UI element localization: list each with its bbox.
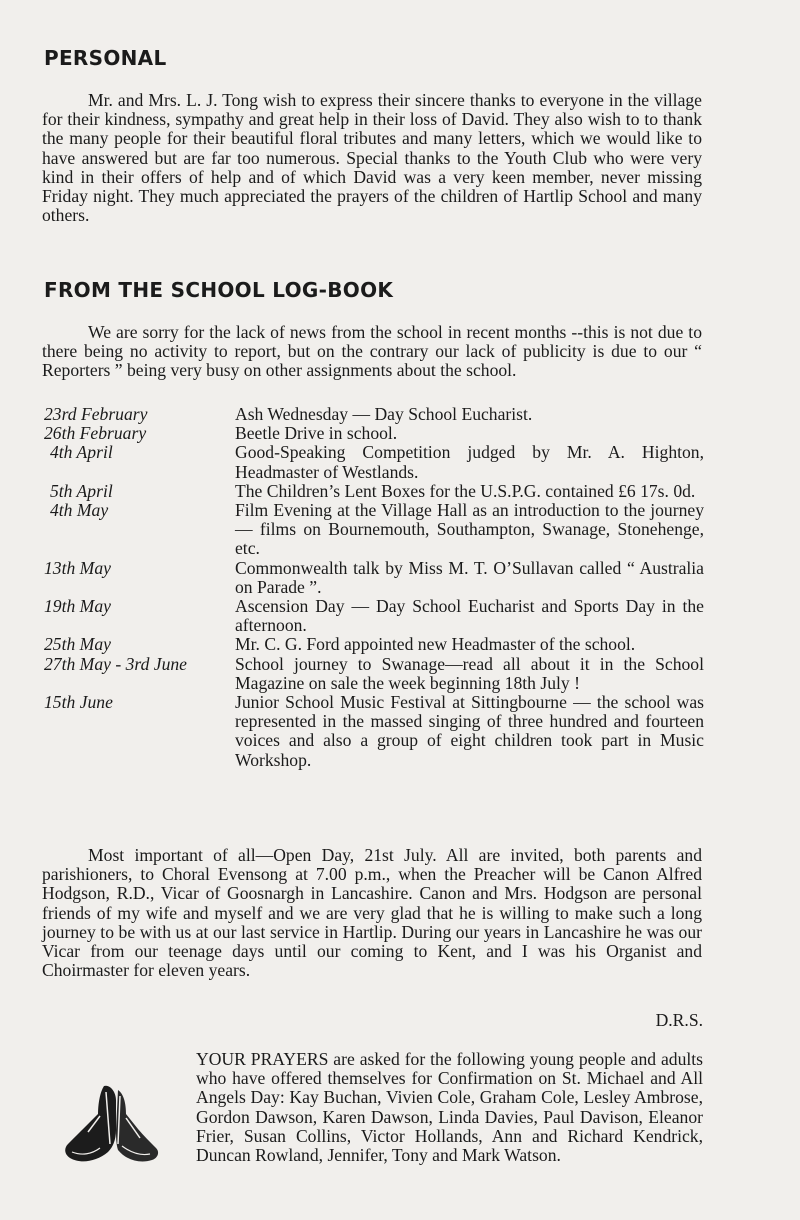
log-entry (44, 635, 704, 654)
log-entry-text: Film Evening at the Village Hall as an introduction to the journey — films on Bournemouth, Southampton, Swanage, Stonehenge, etc. (235, 500, 704, 559)
log-entry (44, 424, 704, 443)
log-entry-text: Ash Wednesday — Day School Eucharist. (235, 404, 533, 424)
log-entry-date: 4th May (50, 500, 109, 521)
log-entry (44, 501, 704, 559)
prayers-paragraph (196, 1050, 703, 1165)
log-entry-date: 25th May (44, 634, 111, 655)
log-entry-date: 19th May (44, 596, 111, 617)
log-entry-date: 5th April (50, 480, 113, 501)
log-entry-date: 4th April (50, 442, 113, 463)
log-entry-text: The Children’s Lent Boxes for the U.S.P.G. contained £6 17s. 0d. (235, 480, 696, 501)
log-entry-date: 27th May - 3rd June (44, 653, 187, 674)
log-entry-text: Good-Speaking Competition judged by Mr. A. Highton, Headmaster of Westlands. (235, 442, 704, 482)
logbook-entries (44, 405, 704, 770)
log-entry-text: Ascension Day — Day School Eucharist and Sports Day in the afternoon. (235, 596, 704, 636)
open-day-paragraph: Most important of all—Open Day, 21st July. All are invited, both parents and parishioners, to Choral Evensong at 7.00 p.m., when the Preacher will be Canon Alfred Hodgson, R.D., Vicar of Goosnargh in Lancashire. Canon and Mrs. Hodgson are personal friends of my wife and myself and we are very glad that he is willing to make such a long journey to be with us at our last service in Hartlip. During our years in Lancashire he was our Vicar from our teenage days until our coming to Kent, and I was his Organist and Choirmaster for eleven years. (42, 845, 702, 981)
log-entry (44, 693, 704, 770)
log-entry-text: Junior School Music Festival at Sittingbourne — the school was represented in the massed singing of three hundred and fourteen voices and also a group of eight children took part in Music Workshop. (235, 692, 704, 770)
logbook-intro: We are sorry for the lack of news from the school in recent months --this is not due to there being no activity to report, but on the contrary our lack of publicity is due to our “ Reporters ” being very busy on other assignments about the school. (42, 322, 702, 381)
prayers-lead: YOUR PRAYERS (196, 1049, 329, 1069)
logbook-heading: FROM THE SCHOOL LOG-BOOK (44, 278, 394, 302)
log-entry (44, 443, 704, 481)
log-entry (44, 597, 704, 635)
log-entry-date: 23rd February (44, 404, 148, 424)
log-entry-date: 13th May (44, 557, 111, 578)
log-entry (44, 559, 704, 597)
log-entry (44, 405, 704, 424)
personal-paragraph: Mr. and Mrs. L. J. Tong wish to express their sincere thanks to everyone in the village for their kindness, sympathy and great help in their loss of David. They also wish to to thank the many people for their beautiful floral tributes and many letters, which we would like to have answered but are far too numerous. Special thanks to the Youth Club who were very kind in their offers of help and of which David was a very keen member, never missing Friday night. They much appreciated the prayers of the children of Hartlip School and many others. (42, 90, 702, 226)
signature: D.R.S. (655, 1010, 703, 1030)
personal-heading: PERSONAL (44, 46, 167, 70)
log-entry (44, 482, 704, 501)
log-entry-text: School journey to Swanage—read all about it in the School Magazine on sale the week beginning 18th July ! (235, 653, 704, 693)
log-entry-text: Mr. C. G. Ford appointed new Headmaster of the school. (235, 634, 636, 655)
prayers-text: are asked for the following young people and adults who have offered themselves for Confirmation on St. Michael and All Angels Day: Kay Buchan, Vivien Cole, Graham Cole, Lesley Ambrose, Gordon Dawson, Karen Dawson, Linda Davies, Paul Davison, Eleanor Frier, Susan Collins, Victor Hollands, Ann and Richard Kendrick, Duncan Rowland, Jennifer, Tony and Mark Watson. (196, 1049, 703, 1166)
log-entry-text: Commonwealth talk by Miss M. T. O’Sullavan called “ Australia on Parade ”. (235, 557, 704, 597)
log-entry-date: 26th February (44, 423, 147, 444)
praying-hands-icon (60, 1082, 164, 1168)
log-entry-date: 15th June (44, 692, 113, 713)
log-entry (44, 655, 704, 693)
log-entry-text: Beetle Drive in school. (235, 423, 398, 444)
